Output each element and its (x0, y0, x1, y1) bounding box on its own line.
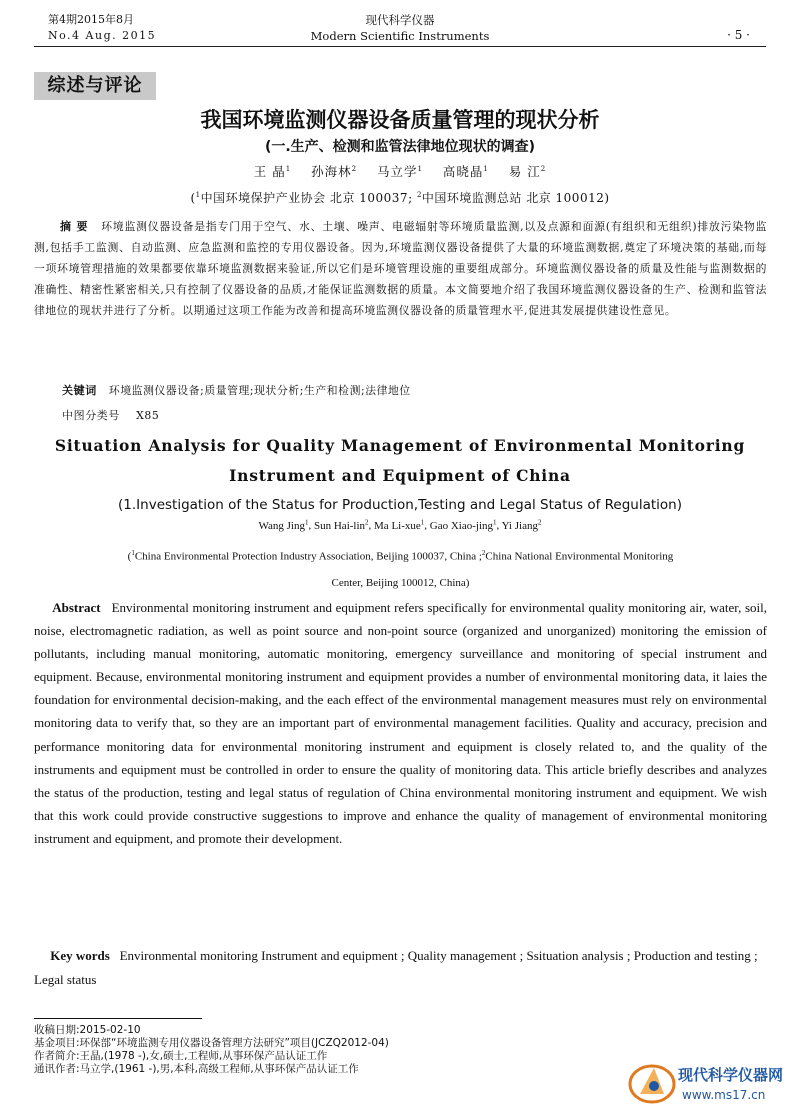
title-en-line1: Situation Analysis for Quality Management of Environmental Monitoring (54, 436, 746, 455)
issue-cn: 第4期2015年8月 (48, 13, 134, 26)
author-cn: 孙海林$^2$ (311, 164, 358, 179)
keywords-en-label: Key words (50, 948, 110, 963)
keywords-cn (62, 380, 762, 401)
classification-label: 中图分类号 (62, 409, 120, 422)
keywords-cn-label: 关键词 (62, 384, 97, 397)
abstract-en-text: Environmental monitoring instrument and equipment refers specifically for environmental quality monitoring air, water, soil, noise, electromagnetic radiation, as well as point source and non-point source (organized and unorganized) monitoring the emission of pollutants, including manual monitoring, automatic monitoring, emergency surveillance and monitoring of special instrument and equipment. Because, environmental monitoring instrument and equipment provides a number of environmental monitoring data, it laies the foundation for environmental decision-making, and the each effect of the environmental management measures must rely on environmental monitoring data to verify that, so they are an important part of environmental management facilities. Quality and accuracy, precision and performance monitoring data for environmental monitoring instrument and equipment is closely related to, and the quality of the instruments and equipment must be controlled in order to ensure the quality of monitoring data. This article briefly describes and analyzes the status of the production, testing and legal status of regulation of China environmental monitoring instrument and equipment. We wish that this work could provide constructive suggestions to improve and enhance the quality of management of environmental monitoring instrument and equipment, and promote their development. (34, 600, 768, 846)
header-rule (34, 46, 766, 47)
author-en: Sun Hai-lin$^2$ (314, 518, 369, 532)
issue-en: No.4 Aug. 2015 (48, 29, 157, 42)
footnote-fund: 基金项目:环保部“环境监测专用仪器设备管理方法研究”项目(JCZQ2012-04) (34, 1037, 389, 1049)
abstract-cn-text: 环境监测仪器设备是指专门用于空气、水、土壤、噪声、电磁辐射等环境质量监测,以及点源和面源(有组织和无组织)排放污染物监测,包括手工监测、自动监测、应急监测和监控的专用仪器设备。因为,环境监测仪器设备提供了大量的环境监测数据,奠定了环境决策的基础,而每一项环境管理措施的效果都要依靠环境监测数据来验证,所以它们是环境管理设施的重要组成部分。环境监测仪器设备的质量及性能与监测数据的准确性、精密性紧密相关,只有控制了仪器设备的品质,才能保证监测数据的质量。本文简要地介绍了我国环境监测仪器设备的生产、检测和监管法律地位的现状并进行了分析。以期通过这项工作能为改善和提高环境监测仪器设备的质量管理水平,促进其发展提供建设性意见。 (34, 220, 767, 317)
abstract-cn-label: 摘 要 (60, 220, 89, 233)
keywords-en (34, 944, 767, 991)
keywords-en-text: Environmental monitoring Instrument and equipment ; Quality management ; Ssituation analysis ; Production and testing ; Legal status (34, 948, 758, 987)
affiliation-en: ($^1$China Environmental Protection Industry Association, Beijing 100037, China ;$^2$China National Environmental Monitoring Center, Beijing 100012, China) (127, 549, 674, 589)
keywords-cn-text: 环境监测仪器设备;质量管理;现状分析;生产和检测;法律地位 (108, 384, 411, 397)
footnote-author: 作者简介:王晶,(1978 -),女,硕士,工程师,从事环保产品认证工作 (34, 1050, 328, 1062)
author-cn: 王 晶$^1$ (253, 164, 292, 179)
classification-cn (62, 405, 762, 426)
title-cn: 我国环境监测仪器设备质量管理的现状分析 (200, 107, 600, 132)
authors-en: Wang Jing$^1$, Sun Hai-lin$^2$, Ma Li-xue$^1$, Gao Xiao-jing$^1$, Yi Jiang$^2$ (258, 518, 542, 532)
title-en-line2: Instrument and Equipment of China (229, 466, 571, 485)
section-label: 综述与评论 (34, 72, 156, 100)
subtitle-en: (1.Investigation of the Status for Production,Testing and Legal Status of Regulation) (118, 497, 682, 513)
footnote-corresponding: 通讯作者:马立学,(1961 -),男,本科,高级工程师,从事环保产品认证工作 (34, 1063, 359, 1075)
author-cn: 易 江$^2$ (508, 164, 547, 179)
watermark-text: 现代科学仪器网 (678, 1066, 784, 1084)
classification-value: X85 (136, 409, 160, 422)
footnote-received: 收稿日期:2015-02-10 (34, 1024, 141, 1036)
affiliation-cn: ($^1$中国环境保护产业协会 北京 100037; $^2$中国环境监测总站 北京 100012) (190, 191, 610, 205)
journal-name (0, 12, 800, 44)
abstract-en-label: Abstract (52, 600, 101, 615)
affiliation-en-line2: Center, Beijing 100012, China) (331, 576, 470, 589)
footnote-rule (34, 1018, 202, 1019)
page-number: · 5 · (727, 28, 750, 42)
watermark-url: www.ms17.cn (682, 1088, 766, 1102)
author-en: Ma Li-xue$^1$ (374, 518, 425, 532)
author-cn: 高晓晶$^1$ (442, 164, 489, 179)
abstract-en (34, 596, 767, 850)
journal-en: Modern Scientific Instruments (310, 29, 490, 43)
author-en: Gao Xiao-jing$^1$ (429, 518, 497, 532)
abstract-cn (34, 216, 767, 321)
author-cn: 马立学$^1$ (377, 164, 423, 179)
subtitle-cn: (一.生产、检测和监管法律地位现状的调查) (264, 139, 536, 155)
author-en: Wang Jing$^1$ (258, 518, 309, 532)
journal-cn: 现代科学仪器 (365, 13, 435, 27)
authors-cn (0, 162, 800, 180)
author-en: Yi Jiang$^2$ (501, 518, 542, 532)
